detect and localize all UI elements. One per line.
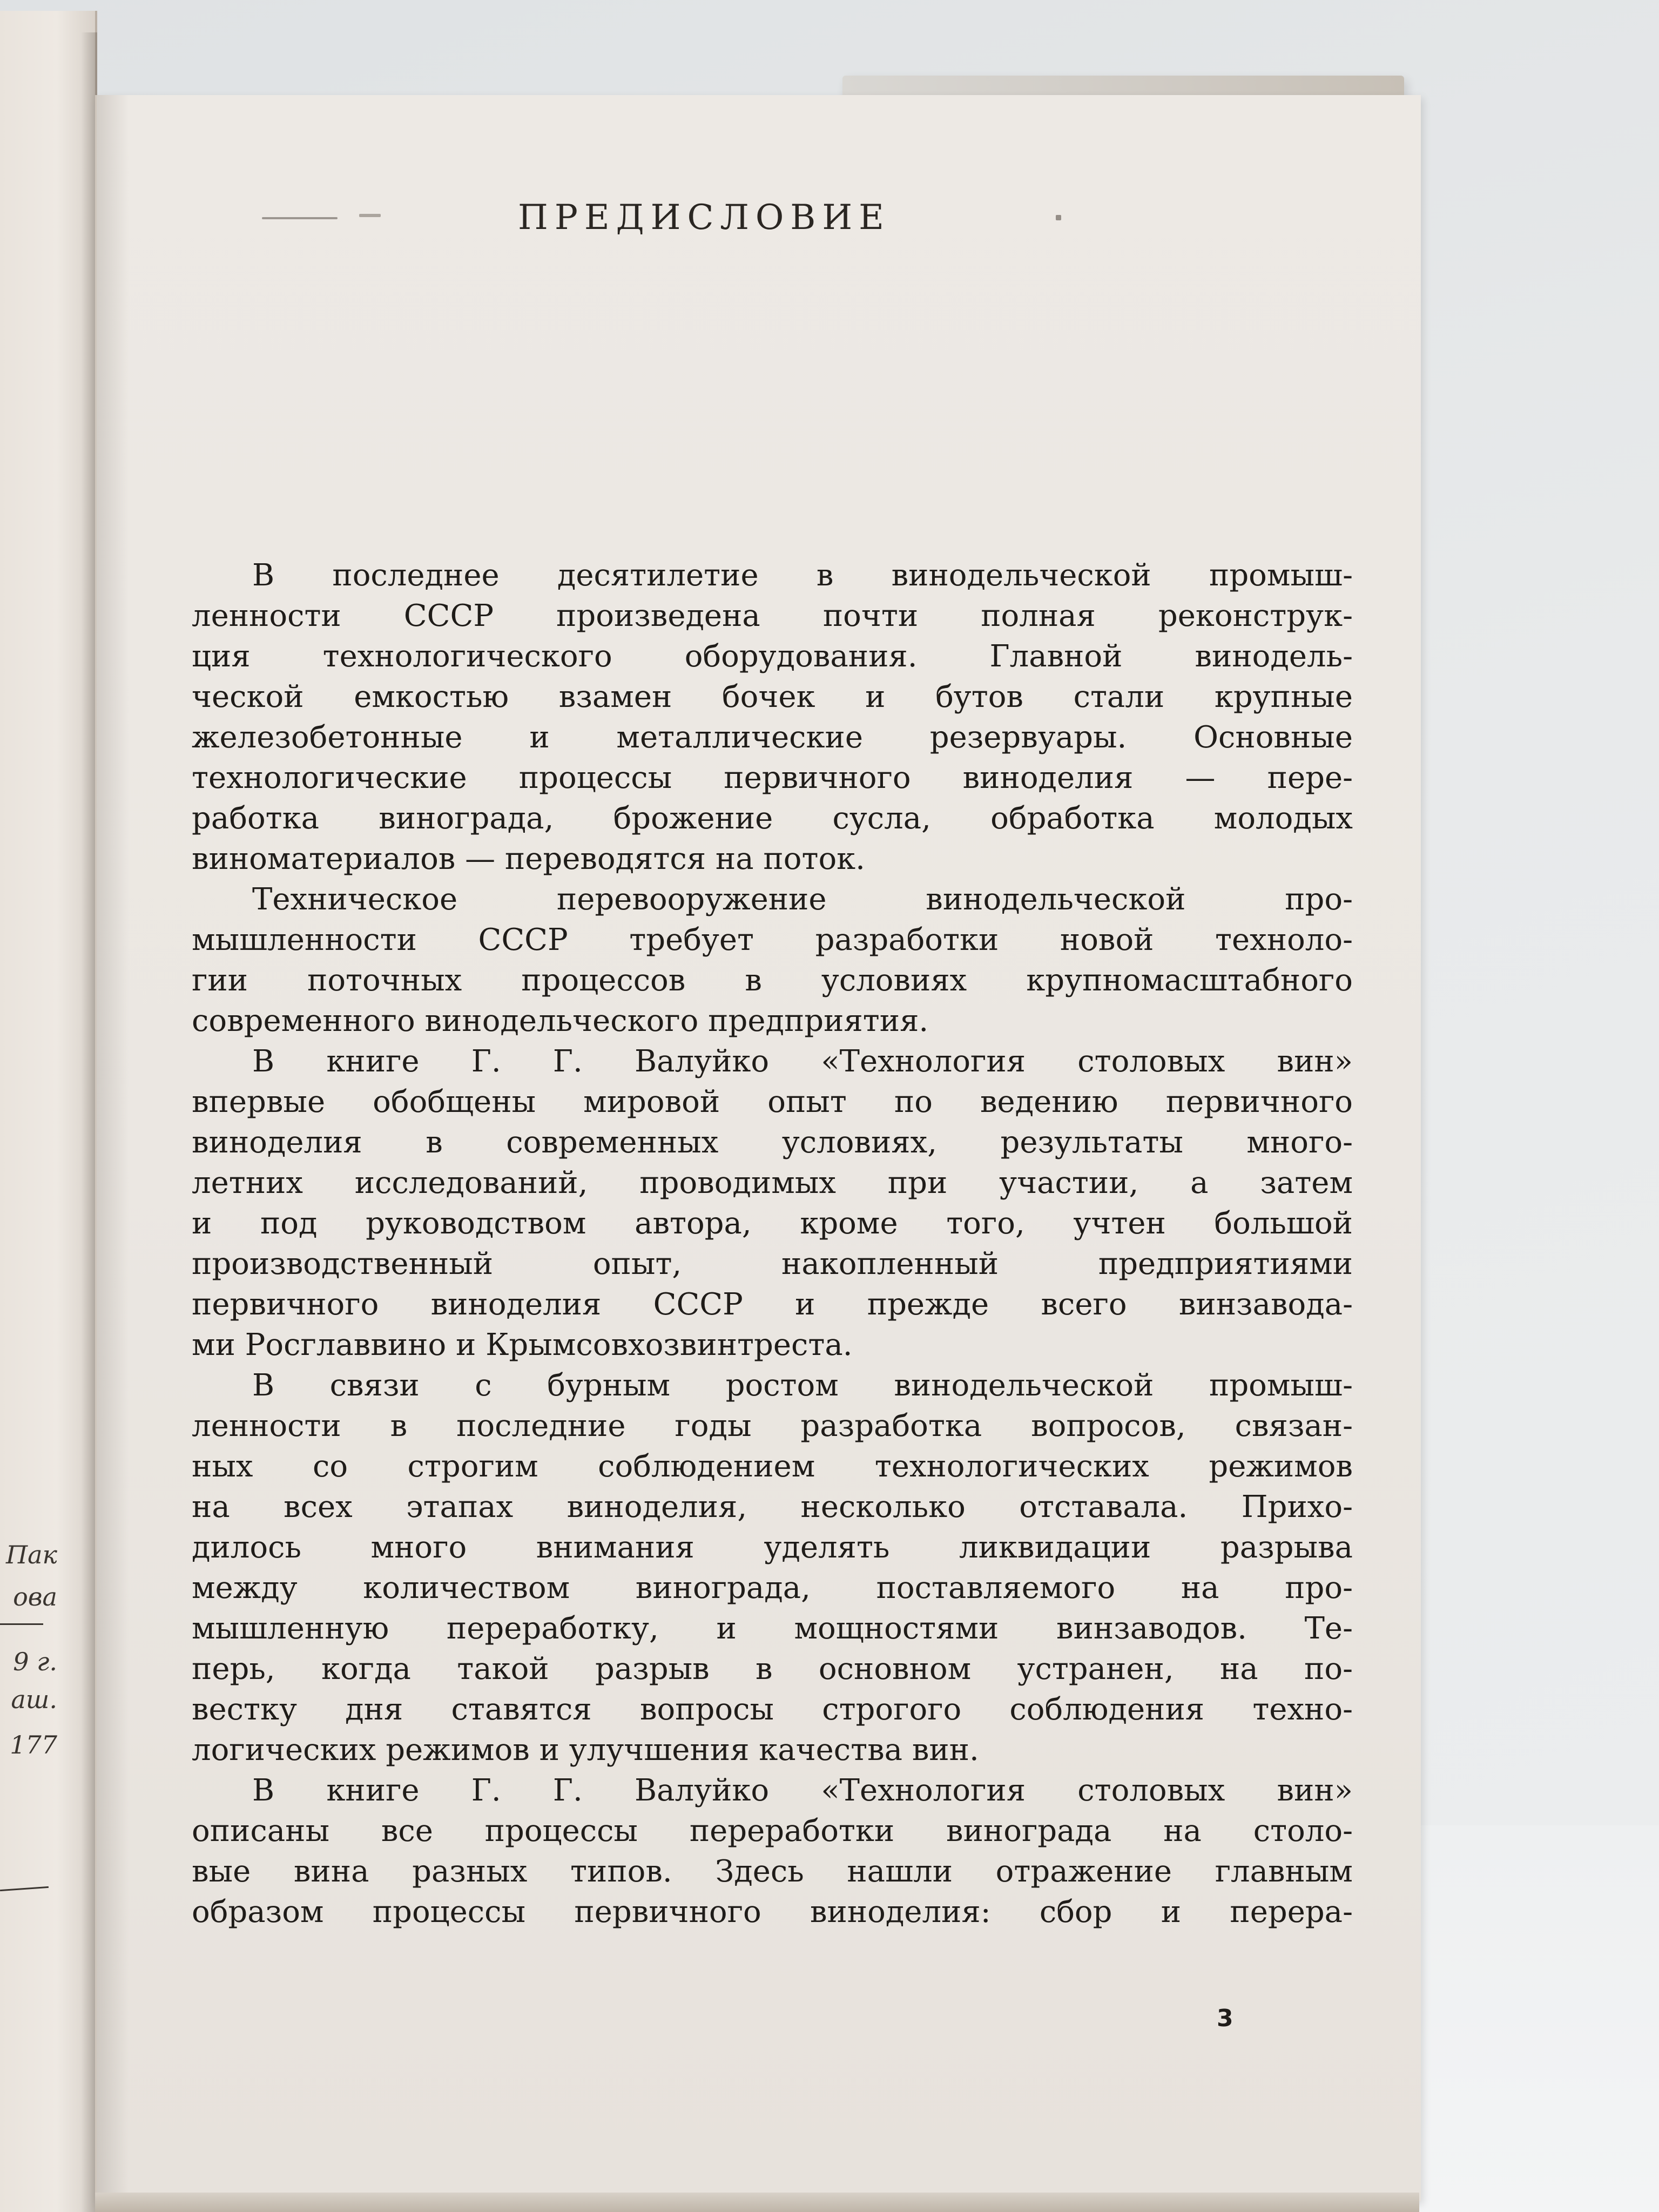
text-line: перь, когда такой разрыв в основном устранен, на по- <box>192 1651 1353 1687</box>
text-line: первичного виноделия СССР и прежде всего винзавода- <box>192 1287 1353 1322</box>
book-page <box>95 95 1421 2201</box>
text-line: виноделия в современных условиях, результаты много- <box>192 1125 1353 1160</box>
text-line: вестку дня ставятся вопросы строгого соблюдения техно- <box>192 1692 1353 1727</box>
text-line: на всех этапах виноделия, несколько отставала. Прихо- <box>192 1489 1353 1525</box>
ink-speck <box>359 214 381 217</box>
text-line: В последнее десятилетие в винодельческой промыш- <box>252 558 1353 593</box>
text-line: работка винограда, брожение сусла, обработка молодых <box>192 801 1353 836</box>
text-line: современного винодельческого предприятия. <box>192 1003 929 1038</box>
page-gutter-shadow <box>97 95 129 2201</box>
text-line: между количеством винограда, поставляемого на про- <box>192 1570 1353 1606</box>
text-line: В книге Г. Г. Валуйко «Технология столовых вин» <box>252 1044 1353 1079</box>
page-bottom-edge <box>95 2193 1419 2212</box>
text-line: производственный опыт, накопленный предприятиями <box>192 1246 1353 1282</box>
text-line: ция технологического оборудования. Главной винодель- <box>192 639 1353 674</box>
left-page-rule <box>0 1886 49 1891</box>
text-line: образом процессы первичного виноделия: сбор и перера- <box>192 1894 1353 1930</box>
text-line: впервые обобщены мировой опыт по ведению первичного <box>192 1084 1353 1120</box>
text-line: В связи с бурным ростом винодельческой промыш- <box>252 1368 1353 1403</box>
text-line: ми Росглаввино и Крымсовхозвинтреста. <box>192 1327 853 1363</box>
text-line: мышленную переработку, и мощностями винзаводов. Те- <box>192 1611 1353 1646</box>
text-line: ческой емкостью взамен бочек и бутов стали крупные <box>192 679 1353 714</box>
text-line: гии поточных процессов в условиях крупномасштабного <box>192 963 1353 998</box>
text-line: дилось много внимания уделять ликвидации разрыва <box>192 1530 1353 1565</box>
text-line: виноматериалов — переводятся на поток. <box>192 841 865 876</box>
ink-speck <box>262 217 338 219</box>
left-page-fragment: 9 г. <box>13 1647 57 1676</box>
page-heading: ПРЕДИСЛОВИЕ <box>518 198 891 238</box>
text-line: описаны все процессы переработки винограда на столо- <box>192 1813 1353 1849</box>
text-line: ленности в последние годы разработка вопросов, связан- <box>192 1408 1353 1444</box>
text-line: летних исследований, проводимых при участии, а затем <box>192 1165 1353 1201</box>
left-page-fragment: Пак <box>5 1540 57 1569</box>
text-line: железобетонные и металлические резервуары. Основные <box>192 720 1353 755</box>
text-line: и под руководством автора, кроме того, учтен большой <box>192 1206 1353 1241</box>
text-line: В книге Г. Г. Валуйко «Технология столовых вин» <box>252 1773 1353 1808</box>
left-page-fragment: ова <box>13 1582 57 1611</box>
text-line: ных со строгим соблюдением технологических режимов <box>192 1449 1353 1484</box>
left-page-fragment: 177 <box>10 1730 57 1759</box>
text-line: ленности СССР произведена почти полная реконструк- <box>192 598 1353 633</box>
text-line: технологические процессы первичного виноделия — пере- <box>192 760 1353 795</box>
text-line: Техническое перевооружение винодельческой про- <box>252 882 1353 917</box>
page-number: 3 <box>1217 2005 1233 2032</box>
text-line: вые вина разных типов. Здесь нашли отражение главным <box>192 1854 1353 1889</box>
table-surface <box>1382 1825 1659 2212</box>
body-text <box>192 555 1353 1932</box>
left-page-fragment: аш. <box>11 1685 57 1714</box>
text-line: мышленности СССР требует разработки новой техноло- <box>192 922 1353 957</box>
text-line: логических режимов и улучшения качества вин. <box>192 1732 979 1768</box>
left-page-rule <box>0 1623 43 1625</box>
